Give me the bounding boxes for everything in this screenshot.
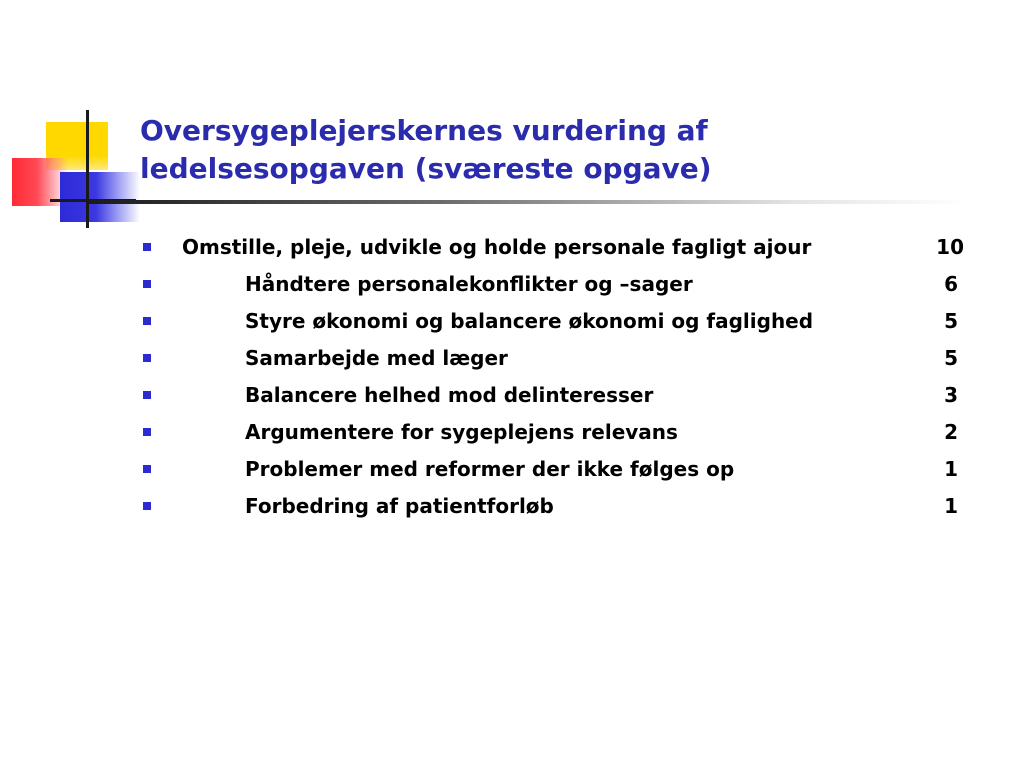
list-item-count: 2 xyxy=(944,420,958,444)
list-item xyxy=(0,230,1024,267)
list-item-count: 5 xyxy=(944,346,958,370)
list-item-text: Balancere helhed mod delinteresser xyxy=(245,383,654,407)
list-item-text: Omstille, pleje, udvikle og holde personale fagligt ajour xyxy=(182,235,812,259)
list-item-count: 1 xyxy=(944,457,958,481)
list-item-text: Problemer med reformer der ikke følges op xyxy=(245,457,735,481)
bullet-marker-icon xyxy=(143,465,151,473)
list-item-count: 3 xyxy=(944,383,958,407)
slide-title xyxy=(140,112,940,188)
bullet-marker-icon xyxy=(143,391,151,399)
bullet-list xyxy=(0,230,1024,526)
bullet-marker-icon xyxy=(143,428,151,436)
list-item-count: 6 xyxy=(944,272,958,296)
list-item xyxy=(0,267,1024,304)
list-item xyxy=(0,489,1024,526)
slide-title-line-2: ledelsesopgaven (sværeste opgave) xyxy=(140,152,712,185)
bullet-marker-icon xyxy=(143,354,151,362)
list-item xyxy=(0,378,1024,415)
bullet-marker-icon xyxy=(143,280,151,288)
list-item-count: 5 xyxy=(944,309,958,333)
list-item-text: Samarbejde med læger xyxy=(245,346,508,370)
list-item xyxy=(0,452,1024,489)
logo-blue-square xyxy=(60,172,140,222)
list-item xyxy=(0,341,1024,378)
list-item xyxy=(0,304,1024,341)
logo-vertical-line xyxy=(86,110,89,228)
title-underline xyxy=(88,200,968,204)
slide-title-line-1: Oversygeplejerskernes vurdering af xyxy=(140,114,708,147)
list-item-text: Argumentere for sygeplejens relevans xyxy=(245,420,678,444)
list-item-text: Styre økonomi og balancere økonomi og faglighed xyxy=(245,309,814,333)
list-item-text: Håndtere personalekonflikter og –sager xyxy=(245,272,693,296)
list-item-count: 1 xyxy=(944,494,958,518)
bullet-marker-icon xyxy=(143,317,151,325)
bullet-marker-icon xyxy=(143,502,151,510)
bullet-marker-icon xyxy=(143,243,151,251)
list-item-count: 10 xyxy=(936,235,964,259)
list-item-text: Forbedring af patientforløb xyxy=(245,494,554,518)
list-item xyxy=(0,415,1024,452)
